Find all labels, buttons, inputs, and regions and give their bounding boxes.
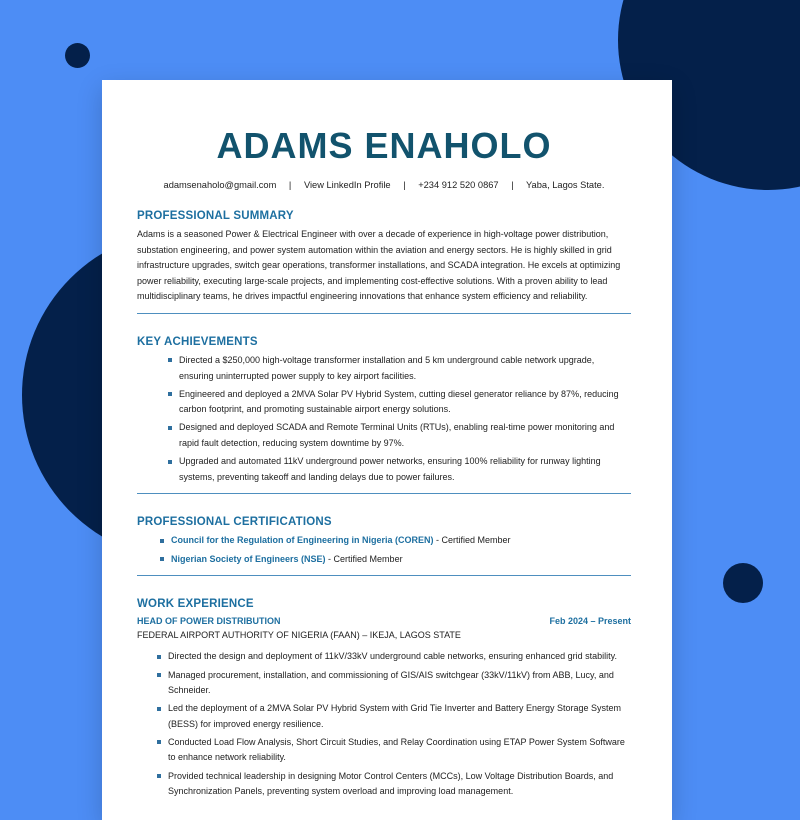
- job-header: [137, 616, 631, 626]
- summary-heading: PROFESSIONAL SUMMARY: [137, 210, 294, 222]
- achievement-item: Designed and deployed SCADA and Remote Terminal Units (RTUs), enabling real-time power monitoring and rapid fault detection, reducing system downtime by 97%.: [137, 420, 631, 451]
- section-divider: [137, 493, 631, 494]
- contact-phone: +234 912 520 0867: [418, 180, 499, 190]
- certifications-list: [137, 533, 631, 567]
- work-duty-item: Led the deployment of a 2MVA Solar PV Hybrid System with Grid Tie Inverter and Battery Energy Storage System (BESS) for improved energy resilience.: [137, 701, 631, 732]
- contact-separator: |: [511, 180, 514, 190]
- achievement-item: Directed a $250,000 high-voltage transformer installation and 5 km underground cable network upgrade, ensuring uninterrupted power supply to key airport facilities.: [137, 353, 631, 384]
- work-duty-item: Directed the design and deployment of 11kV/33kV underground cable networks, ensuring enhanced grid stability.: [137, 649, 631, 665]
- work-duty-item: Provided technical leadership in designing Motor Control Centers (MCCs), Low Voltage Distribution Boards, and Synchronization Panels, preventing system overload and improving load management.: [137, 769, 631, 800]
- achievements-list: [137, 353, 631, 485]
- summary-text: Adams is a seasoned Power & Electrical Engineer with over a decade of experience in high-voltage power distribution, substation engineering, and power system automation within the aviation and energy sectors. He is highly skilled in grid infrastructure upgrades, switch gear operations, transformer installations, and SCADA integration. He excels at optimizing power reliability, executing large-scale projects, and implementing cost-effective solutions. With a proven ability to lead multidisciplinary teams, he drives impactful engineering innovations that enhance system efficiency and reliability.: [137, 229, 621, 302]
- resume-page: [102, 80, 672, 820]
- job-company: FEDERAL AIRPORT AUTHORITY OF NIGERIA (FAAN) – IKEJA, LAGOS STATE: [137, 630, 461, 641]
- certification-item: [137, 552, 631, 568]
- contact-line: [137, 180, 631, 190]
- achievement-item: Upgraded and automated 11kV underground power networks, ensuring 100% reliability for runway lighting systems, preventing takeoff and landing delays due to power failures.: [137, 454, 631, 485]
- certification-name: Nigerian Society of Engineers (NSE): [171, 553, 326, 564]
- contact-email[interactable]: adamsenaholo@gmail.com: [163, 180, 277, 190]
- decor-dot-top-left: [65, 43, 90, 68]
- resume-name: ADAMS ENAHOLO: [216, 125, 552, 166]
- contact-separator: |: [288, 180, 292, 190]
- job-dates: Feb 2024 – Present: [549, 616, 631, 627]
- contact-separator: |: [403, 180, 406, 190]
- decor-dot-bottom-right: [723, 563, 763, 603]
- certifications-heading: PROFESSIONAL CERTIFICATIONS: [137, 516, 332, 529]
- work-heading: WORK EXPERIENCE: [137, 598, 254, 611]
- work-duty-item: Conducted Load Flow Analysis, Short Circuit Studies, and Relay Coordination using ETAP Power System Software to enhance network reliability.: [137, 735, 631, 766]
- section-divider: [137, 575, 631, 576]
- certification-name: Council for the Regulation of Engineering in Nigeria (COREN): [171, 535, 434, 546]
- job-title: HEAD OF POWER DISTRIBUTION: [137, 616, 281, 627]
- section-divider: [137, 313, 631, 314]
- certification-status: - Certified Member: [325, 553, 403, 564]
- achievements-heading: KEY ACHIEVEMENTS: [137, 335, 258, 348]
- contact-linkedin-link[interactable]: View LinkedIn Profile: [303, 180, 391, 190]
- work-duties-list: [137, 649, 631, 799]
- certification-item: [137, 533, 631, 549]
- work-duty-item: Managed procurement, installation, and commissioning of GIS/AIS switchgear (33kV/11kV) from ABB, Lucy, and Schneider.: [137, 668, 631, 699]
- achievement-item: Engineered and deployed a 2MVA Solar PV Hybrid System, cutting diesel generator reliance by 87%, reducing carbon footprint, and promoting sustainable airport energy solutions.: [137, 387, 631, 418]
- contact-location: Yaba, Lagos State.: [526, 180, 605, 190]
- certification-status: - Certified Member: [433, 535, 511, 546]
